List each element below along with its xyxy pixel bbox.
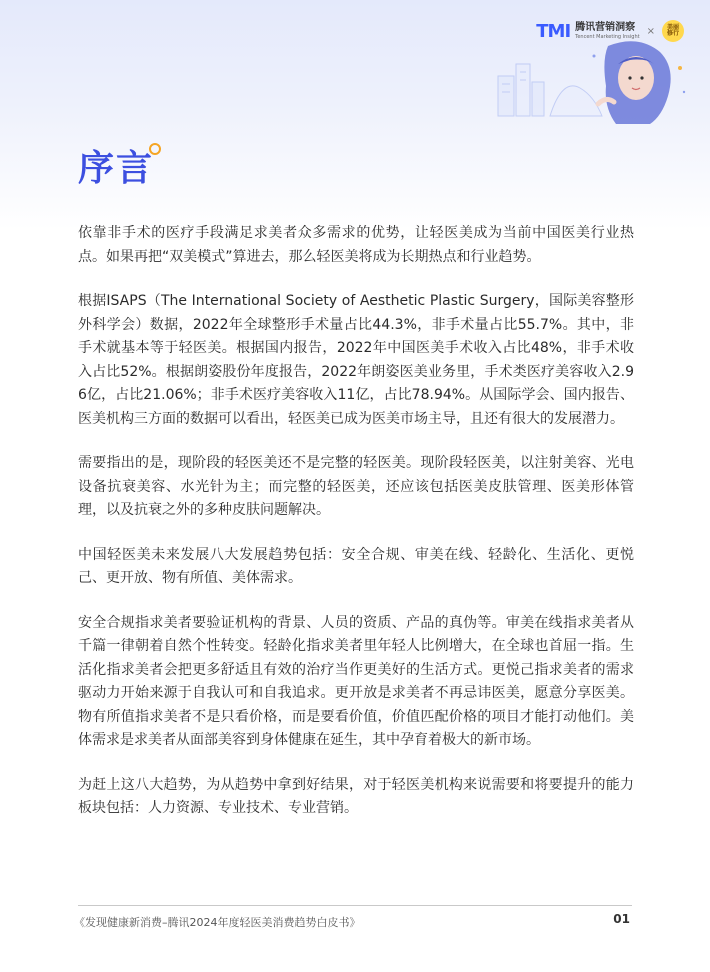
paragraph: 中国轻医美未来发展八大发展趋势包括：安全合规、审美在线、轻龄化、生活化、更悦己、更开放、物有所值、美体需求。 [78,546,634,586]
header-illustration [490,38,690,124]
paragraph: 根据ISAPS（The International Society of Aesthetic Plastic Surgery，国际美容整形外科学会）数据，2022年全球整形手术量占比44.3%，非手术量占比55.7%。其中，非手术就基本等于轻医美。根据国内报告，2022年中国医美手术收入占比48%，非手术收入占比52%。根据朗姿股份年度报告，2022年朗姿医美业务里，手术类医疗美容收入2.96亿，占比21.06%；非手术医疗美容收入11亿，占比78.94%。从国际学会、国内报告、医美机构三方面的数据可以看出，轻医美已成为医美市场主导，且还有很大的发展潜力。 [78,293,634,427]
tmi-logo: TMI [536,20,571,42]
paragraph: 安全合规指求美者要验证机构的背景、人员的资质、产品的真伪等。审美在线指求美者从千篇一律朝着自然个性转变。轻龄化指求美者里年轻人比例增大，在全球也首屈一指。生活化指求美者会把更多舒适且有效的治疗当作更美好的生活方式。更悦己指求美者的需求驱动力开始来源于自我认可和自我追求。更开放是求美者不再忌讳医美，愿意分享医美。物有所值指求美者不是只看价格，而是要看价值，价值匹配价格的项目才能打动他们。美体需求是求美者从面部美容到身体健康在延生，其中孕育着极大的新市场。 [78,614,634,748]
paragraph: 需要指出的是，现阶段的轻医美还不是完整的轻医美。现阶段轻医美，以注射美容、光电设备抗衰美容、水光针为主；而完整的轻医美，还应该包括医美皮肤管理、医美形体管理，以及抗衰之外的多种皮肤问题解决。 [78,455,634,518]
partner-logo-line1: 美丽 [666,23,679,31]
partner-logo-line2: 修行 [666,30,679,37]
brand-name-en: Tencent Marketing Insight [575,33,640,40]
brand-name [575,23,639,40]
paragraph: 为赶上这八大趋势，为从趋势中拿到好结果，对于轻医美机构来说需要和将要提升的能力板块包括：人力资源、专业技术、专业营销。 [78,776,634,816]
body-content [78,222,634,842]
collab-cross: × [646,25,655,37]
footer-document-title: 《发现健康新消费–腾讯2024年度轻医美消费趋势白皮书》 [74,916,361,929]
title-accent-ring [149,143,161,155]
paragraph: 依靠非手术的医疗手段满足求美者众多需求的优势，让轻医美成为当前中国医美行业热点。如果再把“双美模式”算进去，那么轻医美将成为长期热点和行业趋势。 [78,225,634,265]
brand-name-cn: 腾讯营销洞察 [575,21,636,33]
footer-divider [78,905,632,906]
page-title: 序言 [78,148,155,189]
page-number: 01 [613,912,630,926]
